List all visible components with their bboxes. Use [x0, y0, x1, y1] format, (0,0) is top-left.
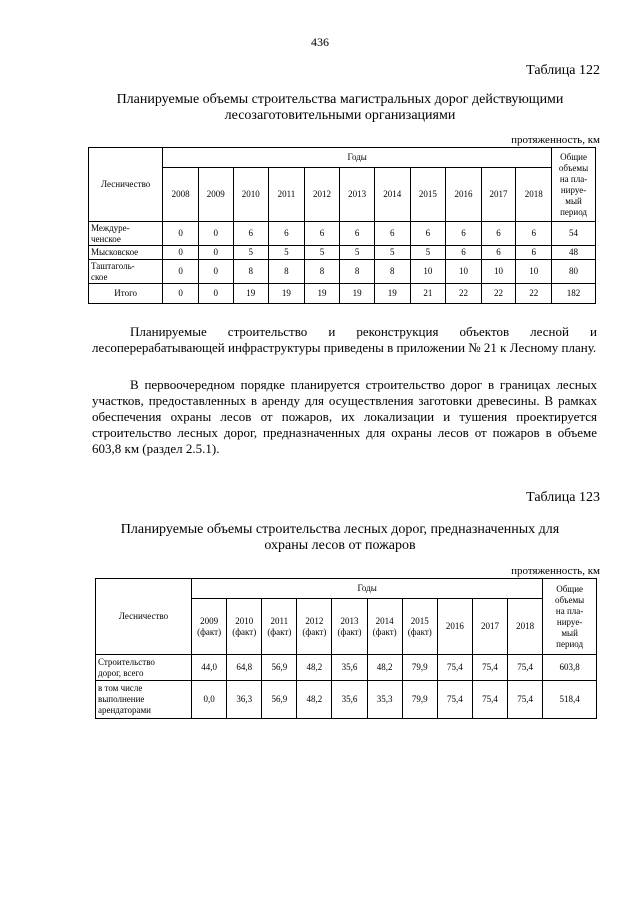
cell: 0 [163, 260, 199, 284]
cell: 0,0 [192, 681, 227, 719]
cell-total: 182 [552, 284, 596, 304]
cell-total: 48 [552, 246, 596, 260]
cell: 6 [340, 222, 375, 246]
col-years-group-header: Годы [192, 579, 543, 599]
cell: 8 [340, 260, 375, 284]
year-header: 2010 (факт) [227, 599, 262, 655]
year-header: 2011 [269, 168, 305, 222]
cell: 35,3 [367, 681, 402, 719]
table-row [89, 246, 596, 260]
cell: 6 [410, 222, 446, 246]
cell: 6 [481, 246, 516, 260]
cell: 6 [374, 222, 410, 246]
cell: 6 [233, 222, 269, 246]
cell: 5 [304, 246, 340, 260]
cell: 75,4 [508, 681, 543, 719]
cell: 64,8 [227, 655, 262, 681]
cell: 75,4 [472, 655, 507, 681]
cell: 0 [198, 222, 233, 246]
year-header: 2011 (факт) [262, 599, 297, 655]
table-row [96, 655, 597, 681]
cell: 10 [516, 260, 552, 284]
cell: 0 [163, 284, 199, 304]
cell: 6 [481, 222, 516, 246]
cell: 10 [481, 260, 516, 284]
year-header: 2015 [410, 168, 446, 222]
cell: 5 [233, 246, 269, 260]
cell: 22 [481, 284, 516, 304]
paragraph: В первоочередном порядке планируется строительство дорог в границах лесных участков, предоставленных в аренду для осуществления заготовки древесины. В рамках обеспечения охраны лесов от пожаров, их локализации и тушения проектируется строительство лесных дорог, предназначенных для охраны лесов от пожаров в объеме 603,8 км (раздел 2.5.1). [92, 377, 597, 456]
cell-total: 80 [552, 260, 596, 284]
row-name: Строительство дорог, всего [96, 655, 192, 681]
cell: 44,0 [192, 655, 227, 681]
cell: 6 [304, 222, 340, 246]
year-header: 2014 [374, 168, 410, 222]
cell: 48,2 [297, 681, 332, 719]
table-122-title [90, 92, 590, 124]
year-header: 2017 [472, 599, 507, 655]
table-row [89, 222, 596, 246]
year-header: 2015 (факт) [402, 599, 437, 655]
cell: 19 [269, 284, 305, 304]
cell: 75,4 [437, 681, 472, 719]
cell: 75,4 [508, 655, 543, 681]
table-123-title-line: Планируемые объемы строительства лесных дорог, предназначенных для [120, 522, 560, 537]
cell: 8 [269, 260, 305, 284]
col-forest-header: Лесничество [89, 148, 163, 222]
cell: 79,9 [402, 655, 437, 681]
row-name: в том числе выполнение арендаторами [96, 681, 192, 719]
cell: 35,6 [332, 681, 367, 719]
cell: 5 [340, 246, 375, 260]
cell: 19 [340, 284, 375, 304]
year-header: 2009 [198, 168, 233, 222]
table-123 [95, 578, 597, 719]
cell: 35,6 [332, 655, 367, 681]
cell-total: 54 [552, 222, 596, 246]
cell: 0 [198, 246, 233, 260]
cell: 5 [374, 246, 410, 260]
year-header: 2013 (факт) [332, 599, 367, 655]
year-header: 2009 (факт) [192, 599, 227, 655]
table-122-unit: протяженность, км [511, 134, 600, 146]
row-name: Междуре- ченское [89, 222, 163, 246]
col-years-group-header: Годы [163, 148, 552, 168]
year-header: 2012 (факт) [297, 599, 332, 655]
table-123-label: Таблица 123 [526, 490, 600, 505]
cell: 22 [446, 284, 482, 304]
year-header: 2013 [340, 168, 375, 222]
table-122-title-line: лесозаготовительными организациями [224, 108, 456, 123]
cell: 6 [516, 246, 552, 260]
year-header: 2012 [304, 168, 340, 222]
cell: 19 [374, 284, 410, 304]
cell: 56,9 [262, 681, 297, 719]
table-row [89, 284, 596, 304]
year-header: 2016 [446, 168, 482, 222]
table-123-title [90, 522, 590, 554]
table-122 [88, 147, 596, 304]
cell: 8 [374, 260, 410, 284]
cell: 0 [198, 260, 233, 284]
cell: 48,2 [367, 655, 402, 681]
year-header: 2018 [516, 168, 552, 222]
table-row [89, 260, 596, 284]
cell: 6 [516, 222, 552, 246]
cell: 10 [446, 260, 482, 284]
year-header: 2008 [163, 168, 199, 222]
col-forest-header: Лесничество [96, 579, 192, 655]
cell: 6 [446, 222, 482, 246]
cell: 36,3 [227, 681, 262, 719]
cell: 6 [446, 246, 482, 260]
cell: 48,2 [297, 655, 332, 681]
year-header: 2014 (факт) [367, 599, 402, 655]
table-row [96, 681, 597, 719]
cell: 5 [269, 246, 305, 260]
page-number: 436 [311, 35, 329, 49]
cell: 0 [163, 222, 199, 246]
row-name: Итого [89, 284, 163, 304]
cell: 19 [233, 284, 269, 304]
cell: 5 [410, 246, 446, 260]
cell: 6 [269, 222, 305, 246]
cell-total: 603,8 [543, 655, 597, 681]
row-name: Мысковское [89, 246, 163, 260]
year-header: 2016 [437, 599, 472, 655]
year-header: 2018 [508, 599, 543, 655]
col-total-header: Общие объемы на пла- нируе- мый период [552, 148, 596, 222]
cell: 8 [304, 260, 340, 284]
row-name: Таштаголь- ское [89, 260, 163, 284]
table-123-title-line: охраны лесов от пожаров [264, 538, 416, 553]
paragraph: Планируемые строительство и реконструкция объектов лесной и лесоперерабатывающей инфраструктуры приведены в приложении № 21 к Лесному плану. [92, 324, 597, 355]
cell: 0 [198, 284, 233, 304]
cell: 8 [233, 260, 269, 284]
table-122-title-line: Планируемые объемы строительства магистральных дорог действующими [116, 92, 564, 107]
cell: 79,9 [402, 681, 437, 719]
col-total-header: Общие объемы на пла- нируе- мый период [543, 579, 597, 655]
cell: 75,4 [472, 681, 507, 719]
cell: 22 [516, 284, 552, 304]
table-123-unit: протяженность, км [511, 565, 600, 577]
year-header: 2017 [481, 168, 516, 222]
year-header: 2010 [233, 168, 269, 222]
cell-total: 518,4 [543, 681, 597, 719]
cell: 0 [163, 246, 199, 260]
cell: 10 [410, 260, 446, 284]
cell: 75,4 [437, 655, 472, 681]
table-122-label: Таблица 122 [526, 63, 600, 78]
cell: 56,9 [262, 655, 297, 681]
cell: 19 [304, 284, 340, 304]
cell: 21 [410, 284, 446, 304]
